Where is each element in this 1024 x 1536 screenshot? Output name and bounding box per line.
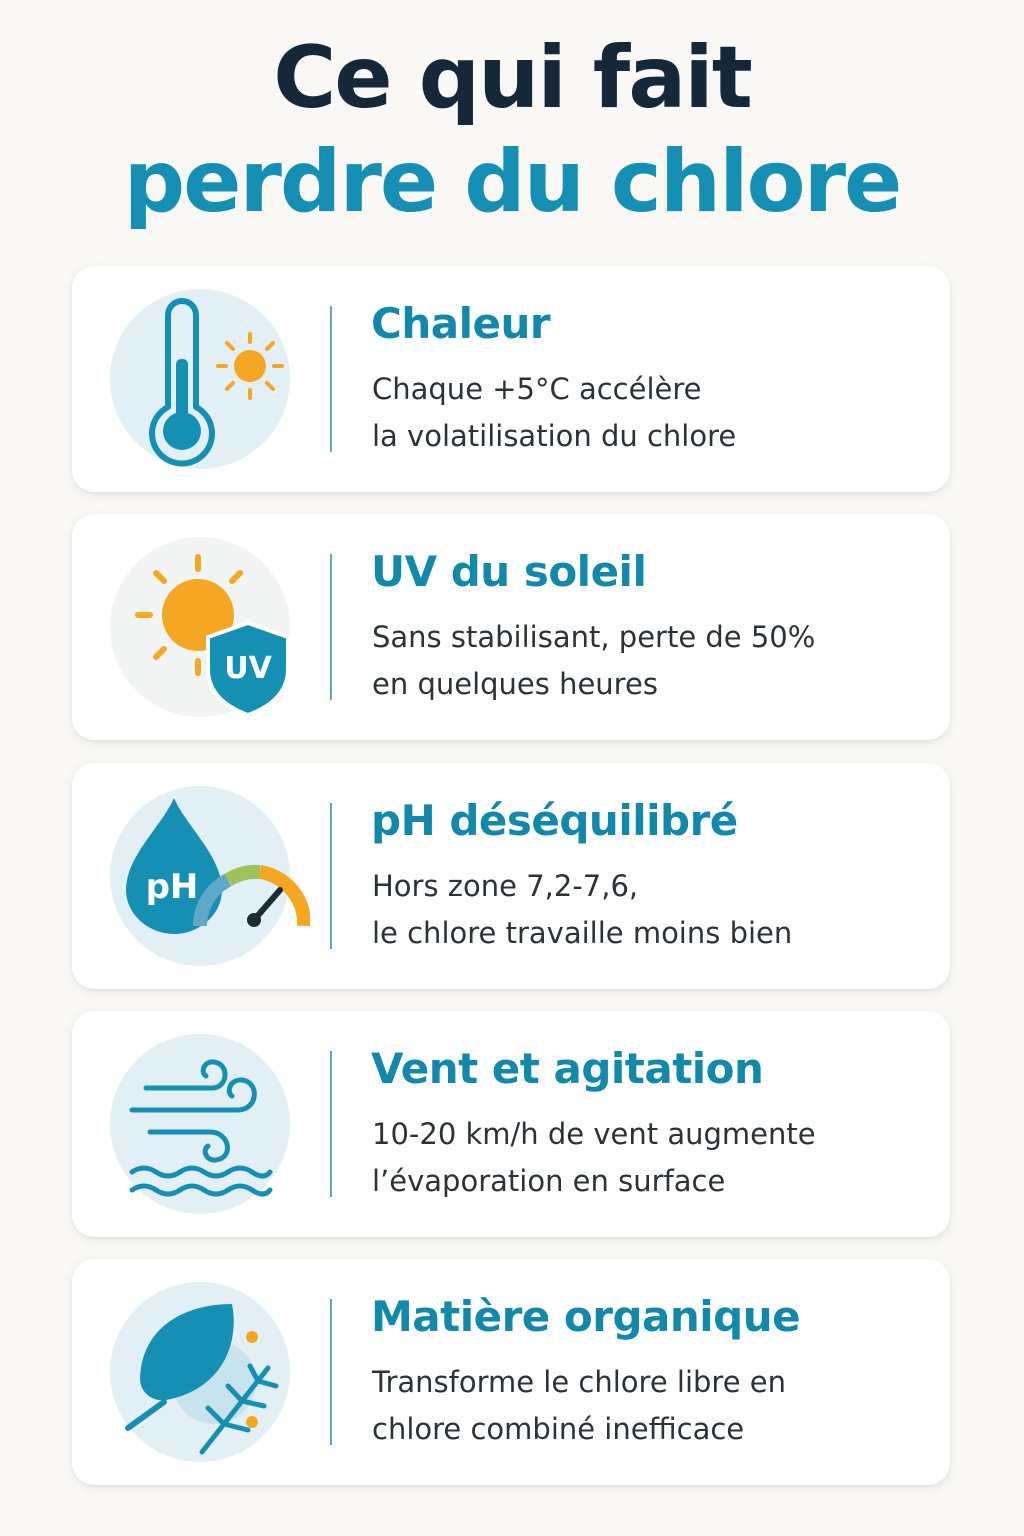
- card-divider: [330, 306, 332, 452]
- card-chaleur: [72, 266, 950, 492]
- card-divider: [330, 803, 332, 949]
- card-title: Vent et agitation: [371, 1044, 764, 1093]
- card-description: [372, 1359, 786, 1453]
- card-description: [372, 366, 736, 460]
- card-description: [372, 863, 792, 957]
- ph-drop-label: pH: [145, 867, 199, 907]
- card-description-line-2: en quelques heures: [372, 667, 658, 701]
- card-divider: [330, 1051, 332, 1197]
- card-description-line-1: 10-20 km/h de vent augmente: [372, 1117, 816, 1151]
- card-uv-soleil: [72, 514, 950, 740]
- ph-drop-gauge-icon: [110, 786, 310, 966]
- thermometer-sun-icon: [110, 289, 310, 469]
- card-description-line-2: la volatilisation du chlore: [372, 419, 737, 453]
- card-divider: [330, 1299, 332, 1445]
- card-description-line-2: chlore combiné inefficace: [372, 1412, 745, 1446]
- card-description-line-1: Hors zone 7,2-7,6,: [372, 869, 639, 903]
- card-description-line-1: Transforme le chlore libre en: [372, 1365, 786, 1399]
- card-title: pH déséquilibré: [371, 796, 738, 845]
- uv-shield-label: UV: [224, 651, 272, 686]
- card-description-line-1: Chaque +5°C accélère: [372, 372, 702, 406]
- wind-waves-icon: [110, 1034, 310, 1214]
- card-matiere-organique: [72, 1259, 950, 1485]
- card-description-line-2: l’évaporation en surface: [372, 1164, 726, 1198]
- card-ph-desequilibre: [72, 763, 950, 989]
- card-description: [372, 614, 815, 708]
- card-vent-agitation: [72, 1011, 950, 1237]
- card-description-line-1: Sans stabilisant, perte de 50%: [372, 620, 816, 654]
- card-description: [372, 1111, 816, 1205]
- leaf-twig-icon: [110, 1282, 310, 1462]
- page-title-line-2: perdre du chlore: [123, 132, 901, 232]
- card-description-line-2: le chlore travaille moins bien: [372, 916, 793, 950]
- sun-uv-shield-icon: [110, 537, 310, 717]
- card-title: Chaleur: [371, 299, 551, 348]
- card-title: UV du soleil: [371, 547, 647, 596]
- page-title-line-1: Ce qui fait: [273, 28, 751, 128]
- card-divider: [330, 554, 332, 700]
- card-title: Matière organique: [371, 1292, 801, 1341]
